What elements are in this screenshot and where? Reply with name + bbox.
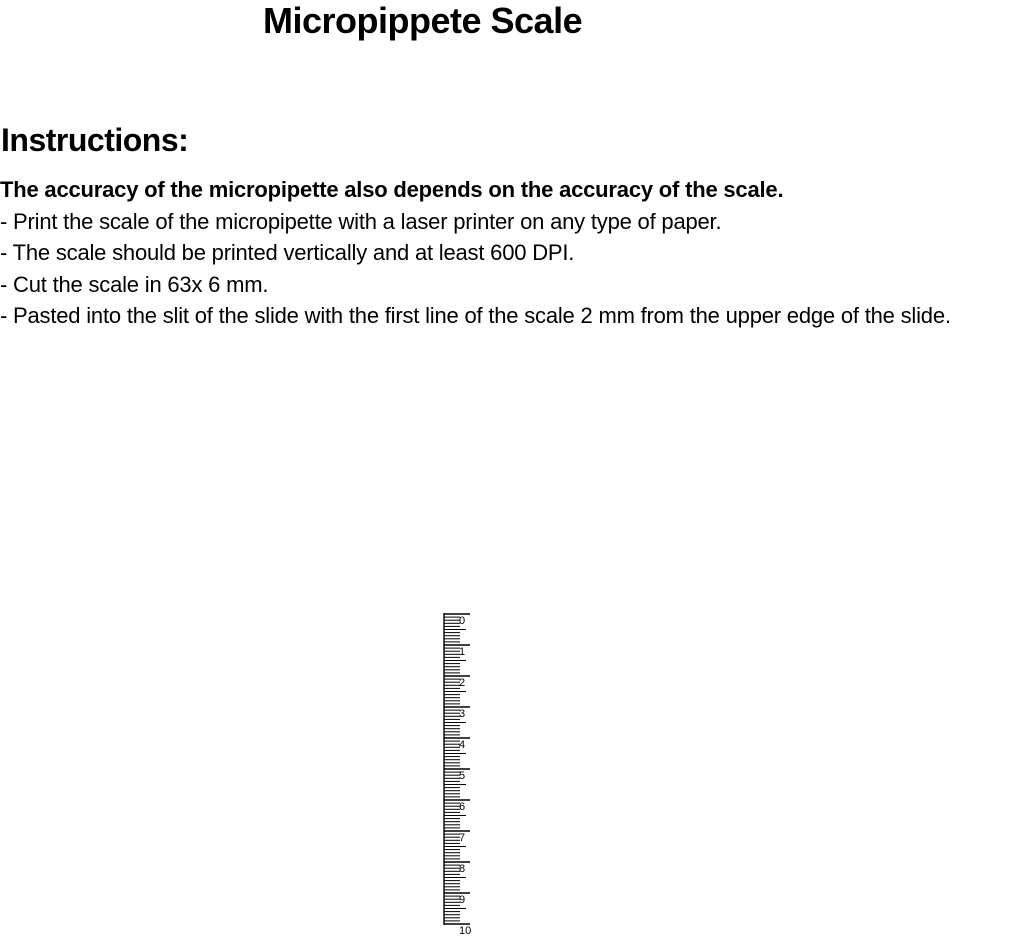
scale-label: 2 bbox=[459, 677, 466, 689]
scale-label: 10 bbox=[459, 925, 472, 937]
scale-label: 1 bbox=[459, 646, 466, 658]
scale-label: 0 bbox=[459, 615, 466, 627]
scale-label: 4 bbox=[459, 739, 466, 751]
instruction-step-cut: - Cut the scale in 63x 6 mm. bbox=[0, 271, 269, 297]
instruction-step-paste: - Pasted into the slit of the slide with the first line of the scale 2 mm from the upper edge of the slide. bbox=[0, 303, 951, 328]
scale-label: 7 bbox=[459, 832, 466, 844]
instruction-step-print: - Print the scale of the micropipette with a laser printer on any type of paper. bbox=[0, 208, 722, 234]
scale-label: 3 bbox=[459, 708, 466, 720]
scale-graphic bbox=[440, 606, 490, 943]
accuracy-note: The accuracy of the micropipette also depends on the accuracy of the scale. bbox=[0, 177, 784, 202]
scale-label: 6 bbox=[459, 801, 466, 813]
page-title: Micropippete Scale bbox=[263, 0, 583, 41]
scale-label: 8 bbox=[459, 863, 466, 875]
scale-label: 9 bbox=[459, 894, 466, 906]
scale-label: 5 bbox=[459, 770, 466, 782]
micropipette-scale bbox=[440, 606, 490, 943]
instruction-step-resolution: - The scale should be printed vertically and at least 600 DPI. bbox=[0, 240, 575, 265]
instructions-heading: Instructions: bbox=[1, 122, 189, 158]
instructions-body bbox=[0, 174, 1000, 332]
